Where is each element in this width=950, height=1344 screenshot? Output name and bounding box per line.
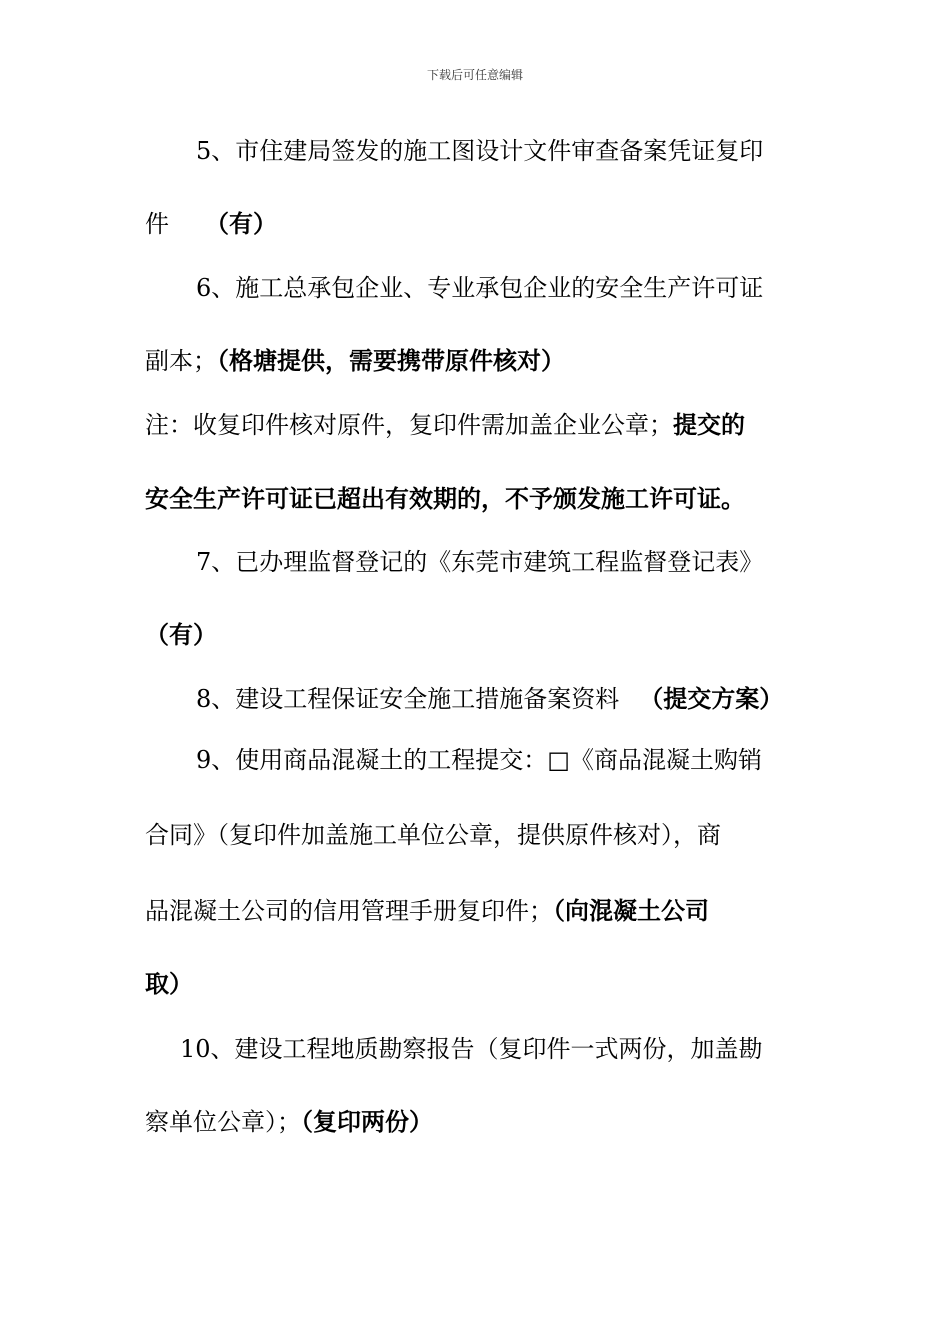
item-7-line-1: 7、已办理监督登记的《东莞市建筑工程监督登记表》 xyxy=(196,548,764,576)
item-9-text: 品混凝土公司的信用管理手册复印件； xyxy=(145,897,553,925)
item-9-bold-note: （向混凝土公司 xyxy=(553,897,709,925)
item-8-bold-note: （提交方案） xyxy=(639,685,784,713)
item-10-bold-note: （复印两份） xyxy=(301,1108,433,1136)
item-10-line-1: 10、建设工程地质勘察报告（复印件一式两份，加盖勘 xyxy=(180,1035,763,1063)
note-bold-1: 提交的 xyxy=(673,411,745,439)
item-9-line-4: 取） xyxy=(145,970,193,998)
item-6-bold-note: （格塘提供，需要携带原件核对） xyxy=(217,347,565,375)
note-line-1 xyxy=(145,410,815,440)
note-line-2: 安全生产许可证已超出有效期的，不予颁发施工许可证。 xyxy=(145,485,745,513)
item-6-line-2 xyxy=(145,346,815,376)
item-9-line-1: 9、使用商品混凝土的工程提交：□《商品混凝土购销 xyxy=(196,746,762,774)
item-5-text: 件 xyxy=(145,210,169,238)
item-10-line-2 xyxy=(145,1107,815,1137)
item-5-line-2 xyxy=(145,209,815,239)
header-note: 下载后可任意编辑 xyxy=(426,68,523,82)
item-7-line-2: （有） xyxy=(145,621,217,649)
item-9-line-2: 合同》（复印件加盖施工单位公章，提供原件核对），商 xyxy=(145,821,721,849)
item-5-line-1: 5、市住建局签发的施工图设计文件审查备案凭证复印 xyxy=(196,137,764,165)
item-9-line-3 xyxy=(145,896,815,926)
note-text: 注：收复印件核对原件，复印件需加盖企业公章； xyxy=(145,411,673,439)
item-6-text: 副本； xyxy=(145,347,217,375)
item-10-text: 察单位公章）； xyxy=(145,1108,301,1136)
item-8-text: 8、建设工程保证安全施工措施备案资料 xyxy=(196,685,620,713)
item-5-bold-note: （有） xyxy=(205,210,277,238)
item-6-line-1: 6、施工总承包企业、专业承包企业的安全生产许可证 xyxy=(196,274,764,302)
item-8-line-1 xyxy=(196,684,816,714)
